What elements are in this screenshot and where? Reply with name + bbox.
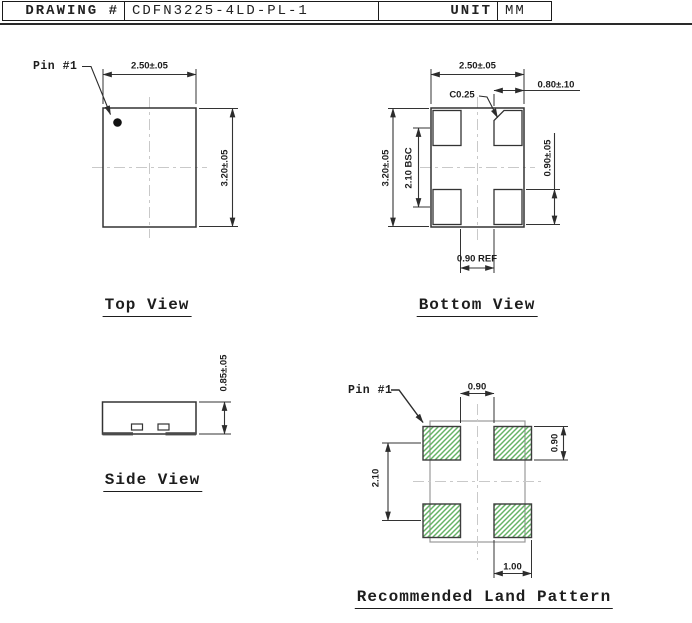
- top-view-title: Top View: [103, 296, 192, 317]
- land-pattern-pad-width-dim: 1.00: [503, 561, 522, 573]
- top-view-width-dim: 2.50±.05: [131, 60, 168, 72]
- bottom-view-chamfer-note: C0.25: [449, 89, 475, 101]
- drawing-number-label: DRAWING #: [25, 3, 119, 19]
- land-pad-bottom-left: [423, 504, 461, 538]
- bottom-view-pitch-dim: 2.10 BSC: [403, 147, 414, 189]
- top-view-drawing: [82, 67, 238, 239]
- bottom-view-pad-width-dim: 0.80±.10: [537, 79, 575, 91]
- land-pad-top-left: [423, 427, 461, 461]
- side-view-lead-right: [158, 424, 169, 430]
- land-pattern-gap-dim: 0.90: [467, 381, 487, 393]
- side-view-terminal-left: [103, 432, 134, 435]
- side-view-lead-left: [132, 424, 143, 430]
- pad-bottom-right: [494, 190, 522, 225]
- bottom-view-pad-height-dim: 0.90±.05: [542, 139, 554, 177]
- bottom-view-pad-gap-dim: 0.90 REF: [456, 253, 498, 265]
- bottom-view-width-dim: 2.50±.05: [459, 60, 496, 72]
- land-pattern-drawing: [382, 390, 568, 578]
- bottom-view-title: Bottom View: [417, 296, 538, 317]
- drawing-number-value: CDFN3225-4LD-PL-1: [124, 2, 378, 20]
- side-view-body-outline: [103, 402, 197, 434]
- side-view-height-dim: 0.85±.05: [218, 354, 230, 392]
- unit-label: UNIT: [378, 2, 497, 20]
- pad-top-left: [433, 111, 461, 146]
- land-pad-top-right: [494, 427, 532, 461]
- land-pattern-title: Recommended Land Pattern: [355, 588, 613, 609]
- top-view-pin1-label: Pin #1: [33, 60, 78, 73]
- land-pattern-pad-height-dim: 0.90: [549, 433, 561, 453]
- land-pad-bottom-right: [494, 504, 532, 538]
- unit-value: MM: [497, 2, 551, 20]
- pin1-dot: [113, 118, 122, 127]
- side-view-terminal-right: [166, 432, 197, 435]
- pad-bottom-left: [433, 190, 461, 225]
- top-view-height-dim: 3.20±.05: [219, 149, 231, 186]
- bottom-view-height-dim: 3.20±.05: [380, 149, 392, 186]
- land-pattern-pin1-label: Pin #1: [348, 384, 393, 397]
- side-view-title: Side View: [103, 471, 202, 492]
- side-view-drawing: [103, 402, 232, 435]
- land-pattern-pitch-dim: 2.10: [370, 468, 382, 487]
- pad-top-right-chamfered: [494, 111, 522, 146]
